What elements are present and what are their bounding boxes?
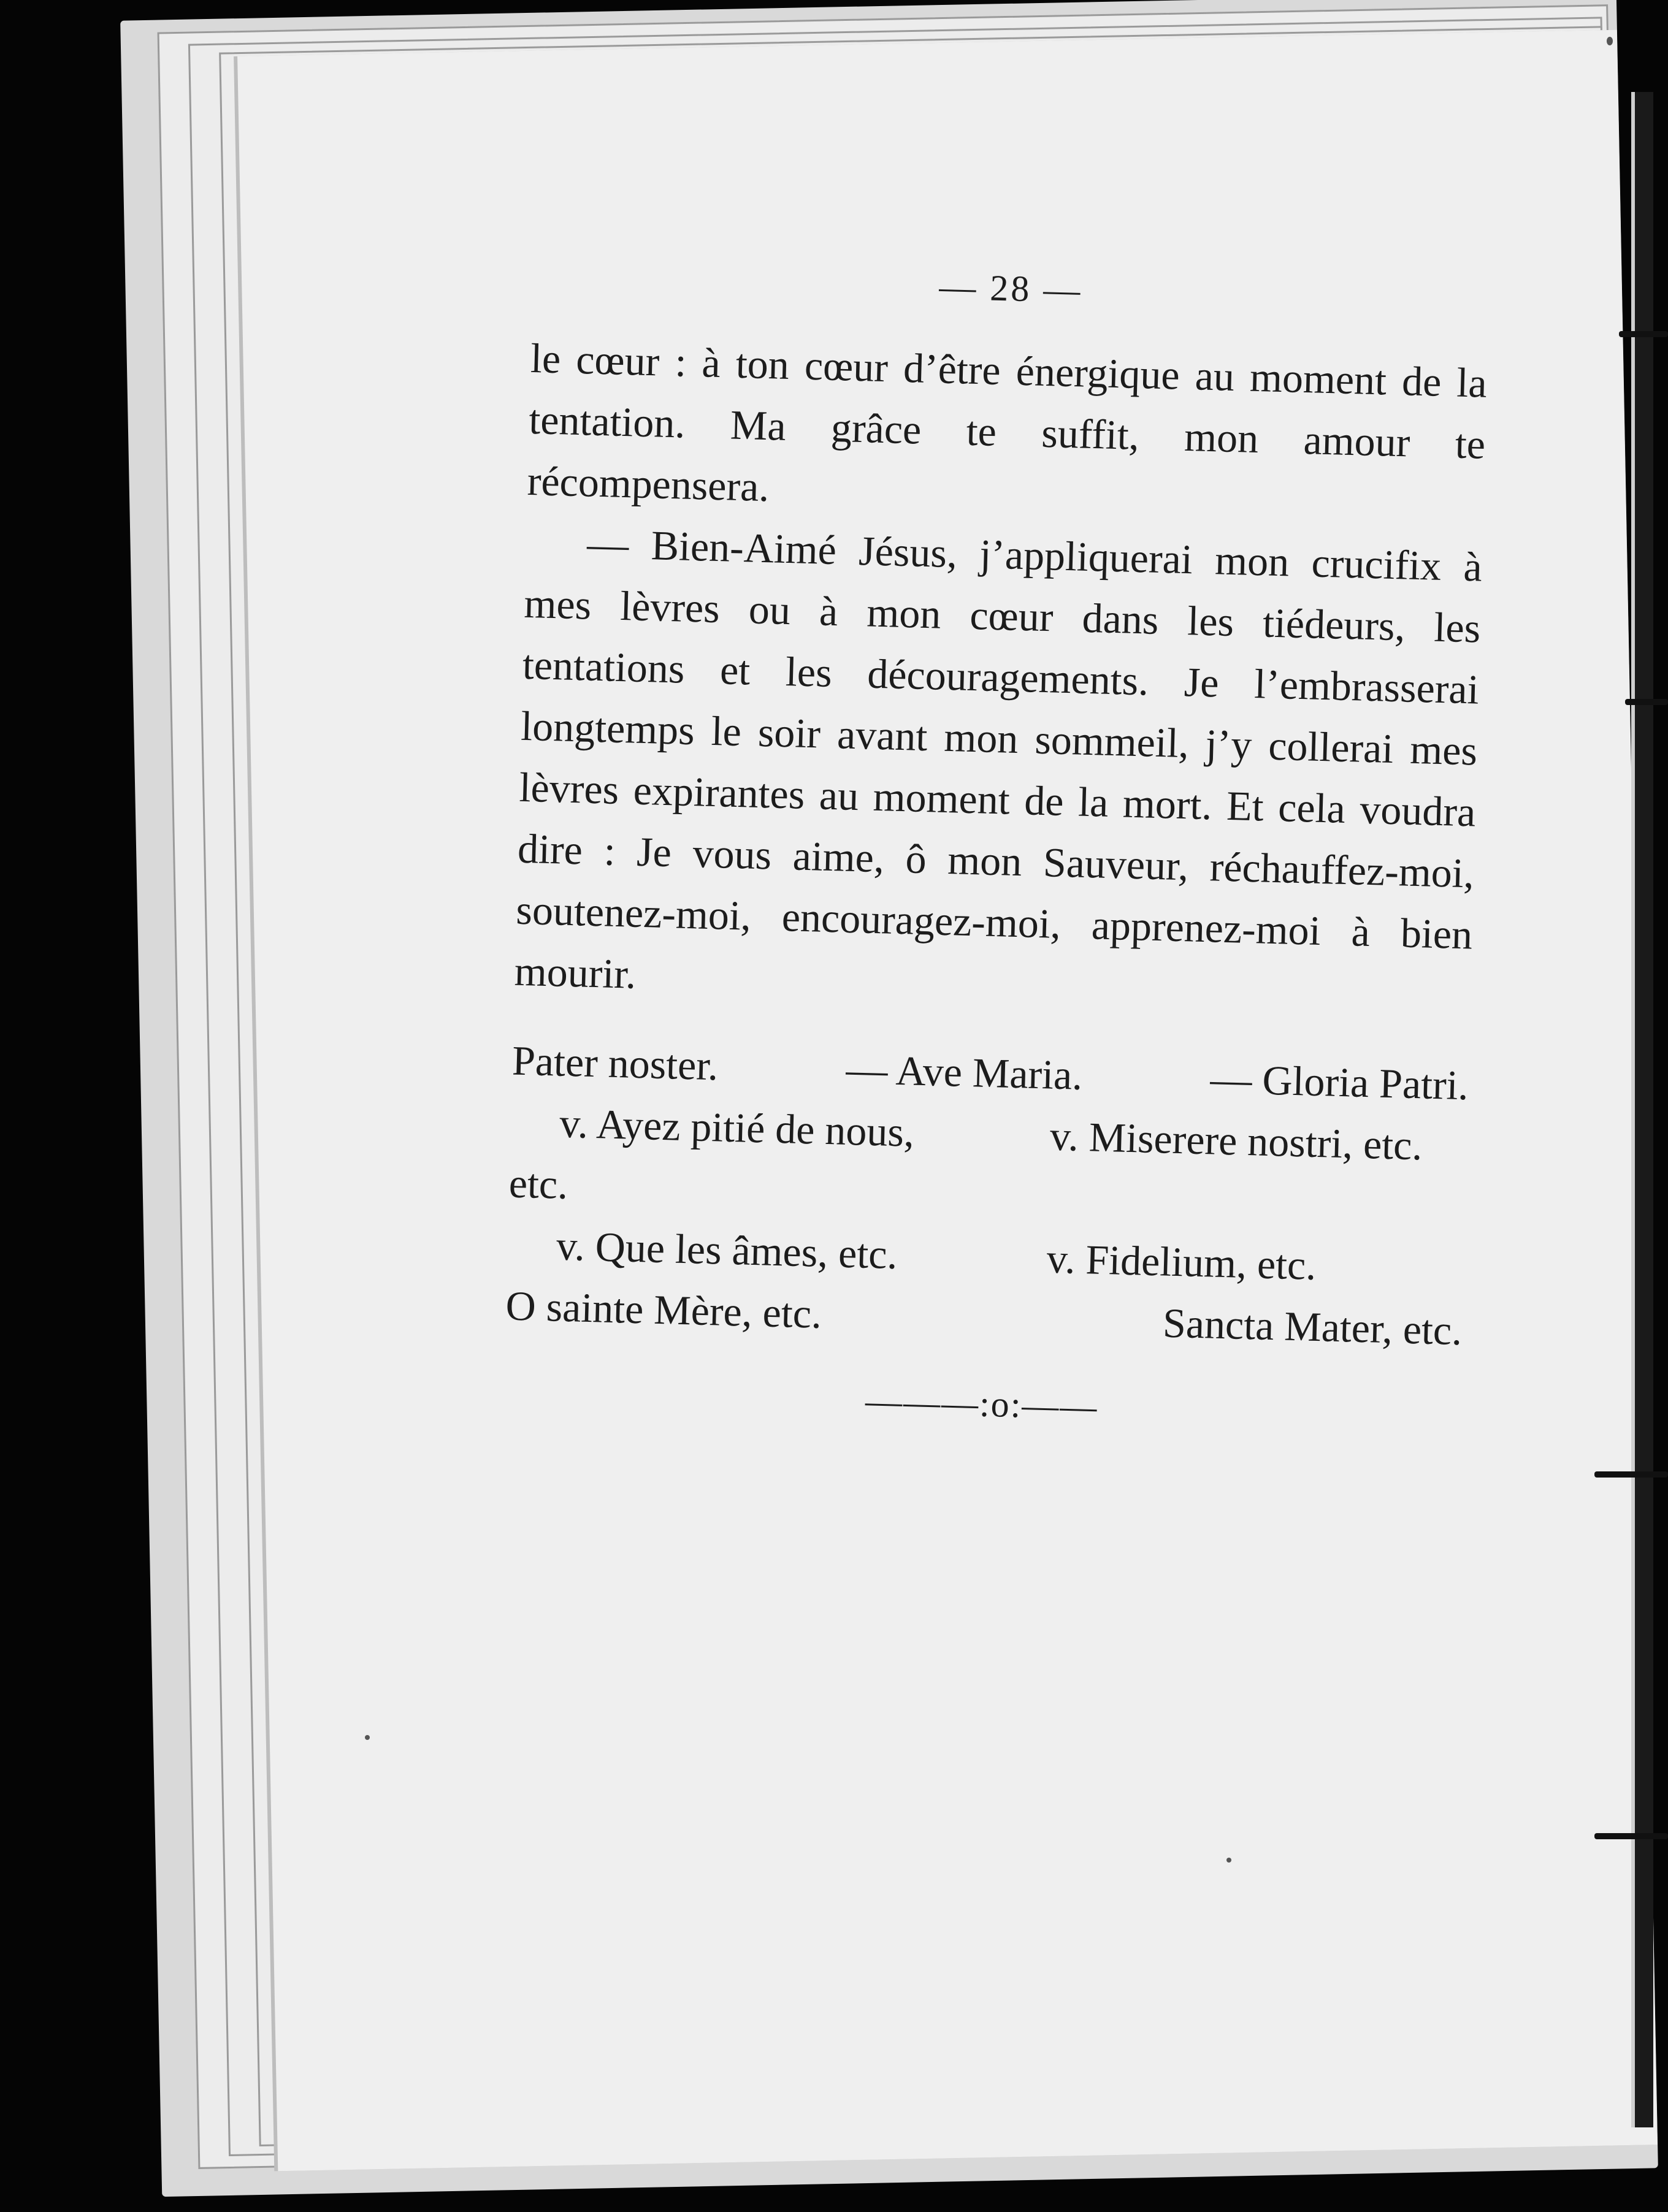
- dust-speck: [365, 1735, 370, 1740]
- binding-thread: [1619, 331, 1668, 337]
- prayer-gloria: — Gloria Patri.: [1209, 1055, 1469, 1109]
- binding-thread: [1594, 1833, 1668, 1839]
- paragraph-1: le cœur : à ton cœur d’être énergique au moment de la tentation. Ma grâce te suffit, mon amour te récompensera.: [526, 334, 1488, 511]
- versicle-row: [508, 1091, 1468, 1239]
- invocation-french: O sainte Mère, etc.: [505, 1282, 822, 1337]
- invocation-latin: Sancta Mater, etc.: [1162, 1299, 1463, 1354]
- versicle-latin: v. Fidelium, etc.: [1046, 1235, 1317, 1289]
- book-spine: [1631, 92, 1653, 2127]
- paragraph-2: — Bien-Aimé Jésus, j’appliquerai mon crucifix à mes lèvres ou à mon cœur dans les tiédeurs, les tentations et les découragements. Je l’embrasserai longtemps le soir avant mon sommeil, j’y collerai mes lèvres expirantes au moment de la mort. Et cela voudra dire : Je vous aime, ô mon Sauveur, réchauffez-moi, soutenez-moi, encouragez-moi, apprenez-moi à bien mourir.: [514, 520, 1483, 997]
- binding-thread: [1594, 1471, 1668, 1478]
- binding-thread: [1625, 699, 1668, 705]
- prayer-pater: Pater noster.: [511, 1037, 719, 1089]
- versicle-french: v. Ayez pitié de nous, etc.: [508, 1099, 915, 1208]
- dust-speck: [1607, 37, 1613, 45]
- page-number: — 28 —: [938, 266, 1084, 311]
- section-separator: ———:o:——: [865, 1380, 1099, 1427]
- versicle-french: v. Que les âmes, etc.: [556, 1222, 898, 1278]
- prayer-ave: — Ave Maria.: [845, 1045, 1084, 1099]
- versicle-latin: v. Miserere nostri, etc.: [1049, 1112, 1423, 1169]
- page-content: [503, 245, 1490, 1447]
- dust-speck: [1226, 1858, 1231, 1863]
